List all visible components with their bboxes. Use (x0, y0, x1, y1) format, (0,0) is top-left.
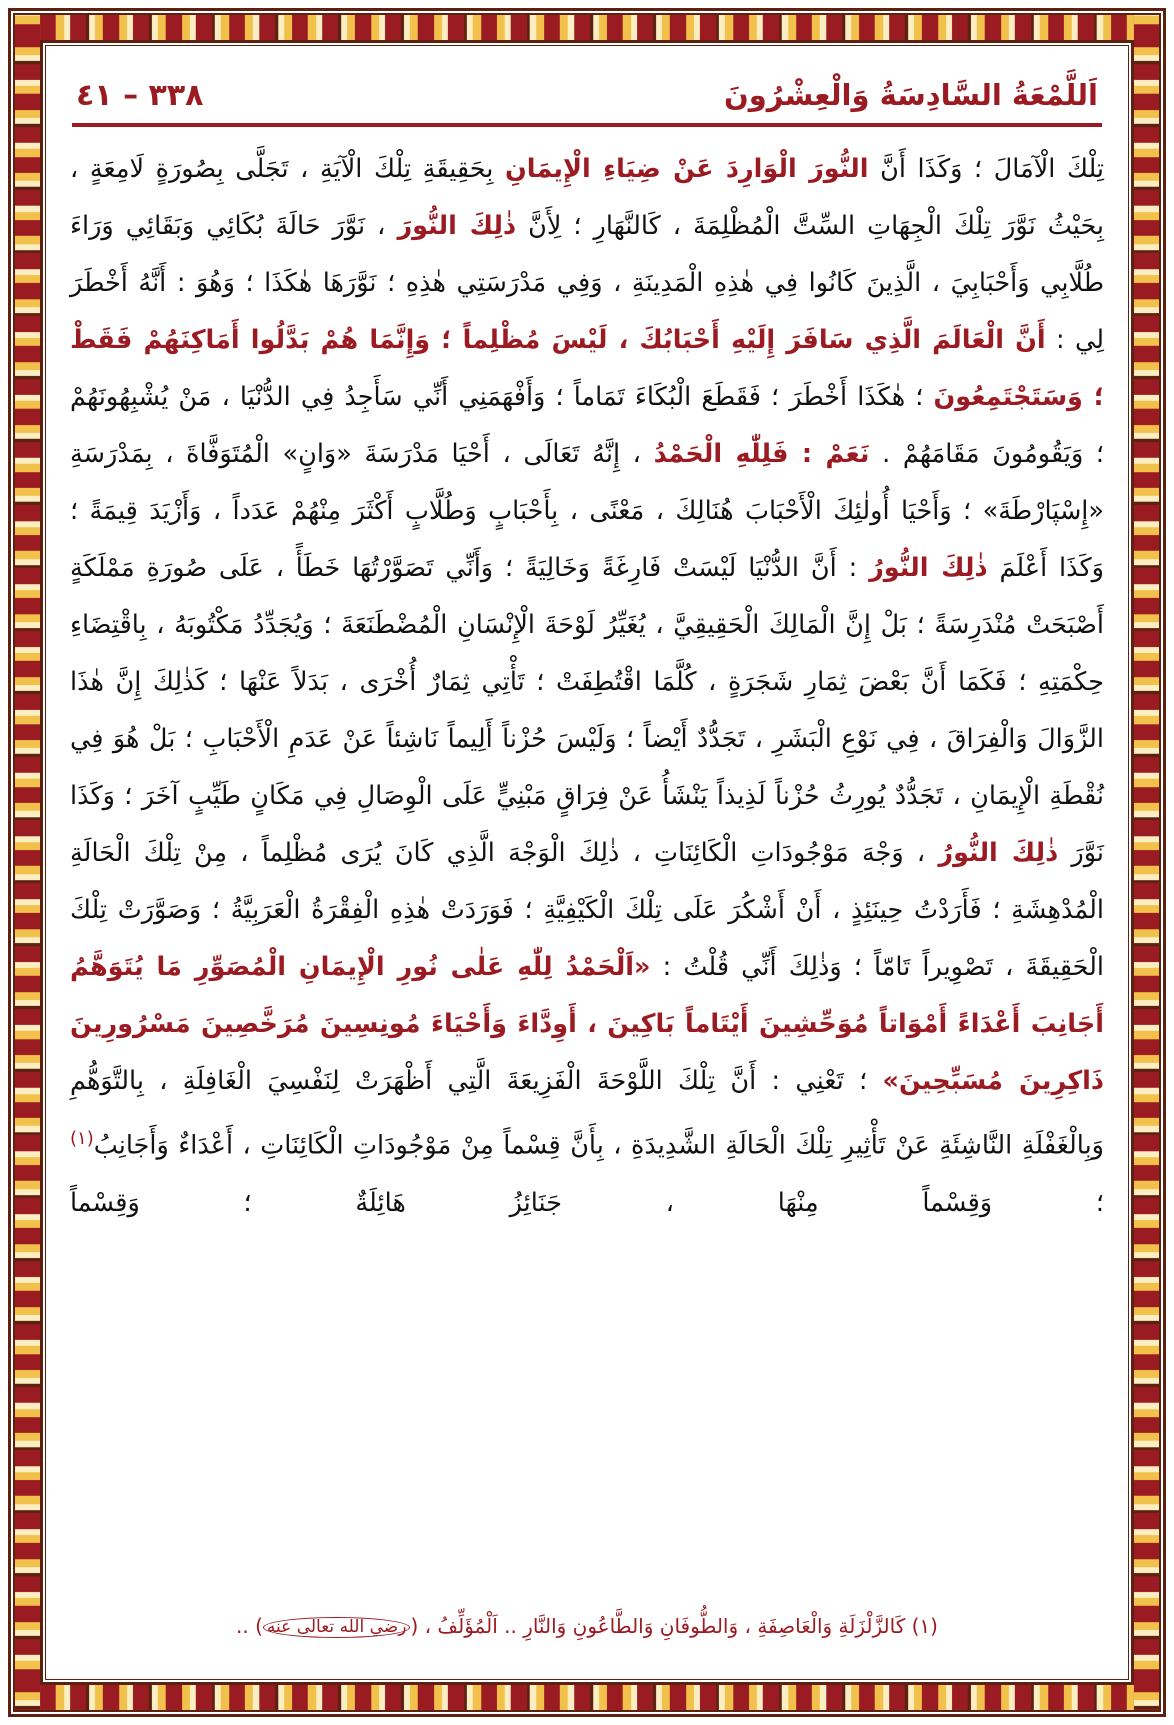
highlight-phrase-3: أَنَّ الْعَالَمَ الَّذِي سَافَرَ إِلَيْهِ أَحْبَابُكَ ، لَيْسَ مُظْلِماً ؛ وَإِنَّمَا هُمْ بَدَّلُوا أَمَاكِنَهُمْ فَقَطْ ؛ وَسَتَجْتَمِعُونَ (70, 325, 1104, 412)
page-header (64, 74, 1110, 113)
highlight-phrase-6: ذٰلِكَ النُّورُ (938, 838, 1059, 868)
body-text (64, 127, 1110, 1232)
text-run: ؛ هٰكَذَا أَخْطَرَ ؛ فَقَطَعَ الْبُكَاءَ تَمَاماً ؛ وَأَفْهَمَنِي أَنِّي سَأَجِدُ فِي الدُّنْيَا ، مَنْ يُشْبِهُونَهُمْ ؛ وَيَقُومُونَ مَقَامَهُمْ . (70, 382, 1105, 469)
text-run: ؛ وَقِسْماً مِنْهَا ، جَنَائِزُ هَائِلَةٌ ؛ وَقِسْماً (70, 1187, 1104, 1218)
text-run: ، نَوَّرَ حَالَةَ بُكَائِي وَبَقَائِي وَرَاءَ طُلَّابِي وَأَحْبَابِيَ ، الَّذِينَ كَانُوا فِي هٰذِهِ الْمَدِينَةِ ، وَفِي مَدْرَسَتِي هٰذِهِ ؛ نَوَّرَهَا هٰكَذَا ؛ وَهُوَ : أَنَّهُ أَخْطَرَ لِي : (70, 211, 1104, 355)
footnote-text-before: كَالزَّلْزَلَةِ وَالْعَاصِفَةِ ، وَالطُّوفَانِ وَالطَّاعُونِ وَالنَّارِ .. اَلْمُؤَلِّفُ ، ( (410, 1614, 906, 1638)
highlight-phrase-1: النُّورَ الْوَارِدَ عَنْ ضِيَاءِ الْإِيمَانِ (504, 154, 869, 184)
arabic-quotation: «اَلْحَمْدُ لِلّٰهِ عَلٰى نُورِ الْإِيمَانِ الْمُصَوِّرِ مَا يُتَوَهَّمُ أَجَانِبَ أَعْدَاءً أَمْوَاتاً مُوَحِّشِينَ أَيْتَاماً بَاكِينَ ، أَوِدَّاءَ وَأَحْيَاءَ مُونِسِينَ مُرَخَّصِينَ مَسْرُورِينَ ذَاكِرِينَ مُسَبِّحِينَ» (70, 952, 1104, 1096)
highlight-phrase-5: ذٰلِكَ النُّورُ (869, 553, 988, 583)
footnote-text-after: ) .. (236, 1614, 263, 1638)
text-run: ؛ تَعْنِي : أَنَّ تِلْكَ اللَّوْحَةَ الْفَزِيعَةَ الَّتِي أَظْهَرَتْ لِنَفْسِيَ الْغَافِلَةِ ، بِالتَّوَهُّمِ وَبِالْغَفْلَةِ النَّاشِئَةِ عَنْ تَأْثِيرِ تِلْكَ الْحَالَةِ الشَّدِيدَةِ ، بِأَنَّ قِسْماً مِنْ مَوْجُودَاتِ الْكَائِنَاتِ ، أَعْدَاءٌ وَأَجَانِبُ (70, 1066, 1104, 1161)
page-title: اَللَّمْعَةُ السَّادِسَةُ وَالْعِشْرُونَ (723, 78, 1098, 112)
page-number: ٣٣٨ – ٤١ (76, 78, 204, 113)
honorific-seal-icon: رضي الله تعالى عنه (263, 1617, 411, 1638)
page-content (56, 56, 1118, 1669)
paragraph-main (70, 141, 1104, 1232)
highlight-phrase-2: ذٰلِكَ النُّورَ (397, 211, 517, 241)
text-run: تِلْكَ الْآمَالَ ؛ وَكَذَا أَنَّ (868, 154, 1104, 184)
text-run: بِحَقِيقَةِ تِلْكَ الْآيَةِ ، تَجَلَّى بِصُورَةٍ لَامِعَةٍ ، بِحَيْثُ نَوَّرَ تِلْكَ الْجِهَاتِ السِّتَّ الْمُظْلِمَةَ ، كَالنَّهَارِ ؛ لِأَنَّ (70, 154, 1104, 241)
footnote-1 (64, 1609, 1110, 1643)
text-run: ، وَجْهَ مَوْجُودَاتِ الْكَائِنَاتِ ، ذٰلِكَ الْوَجْهَ الَّذِي كَانَ يُرَى مُظْلِماً ، مِنْ تِلْكَ الْحَالَةِ الْمُدْهِشَةِ ؛ فَأَرَدْتُ حِينَئِذٍ ، أَنْ أَشْكُرَ عَلَى تِلْكَ الْكَيْفِيَّةِ ؛ فَوَرَدَتْ هٰذِهِ الْفِقْرَةُ الْعَرَبِيَّةُ ؛ وَصَوَّرَتْ تِلْكَ الْحَقِيقَةَ ، تَصْوِيراً تَامّاً ؛ وَذٰلِكَ أَنِّي قُلْتُ : (70, 838, 1104, 982)
text-run: : أَنَّ الدُّنْيَا لَيْسَتْ فَارِغَةً وَخَالِيَةً ؛ وَأَنِّي تَصَوَّرْتُهَا خَطَأً ، عَلَى صُورَةِ مَمْلَكَةٍ أَصْبَحَتْ مُنْدَرِسَةً ؛ بَلْ إِنَّ الْمَالِكَ الْحَقِيقِيَّ ، يُغَيِّرُ لَوْحَةَ الْإِنْسَانِ الْمُضْطَنَعَةَ ؛ وَيُجَدِّدُ مَكْتُوبَهُ ، بِاقْتِضَاءِ حِكْمَتِهِ ؛ فَكَمَا أَنَّ بَعْضَ ثِمَارِ شَجَرَةٍ ، كُلَّمَا اقْتُطِفَتْ ؛ تَأْتِي ثِمَارٌ أُخْرَى ، بَدَلاً عَنْهَا ؛ كَذٰلِكَ إِنَّ هٰذَا الزَّوَالَ وَالْفِرَاقَ ، فِي نَوْعِ الْبَشَرِ ، تَجَدُّدٌ أَيْضاً ؛ وَلَيْسَ حُزْناً أَلِيماً نَاشِئاً عَنْ عَدَمِ الْأَحْبَابِ ؛ بَلْ هُوَ فِي نُقْطَةِ الْإِيمَانِ ، تَجَدُّدٌ يُورِثُ حُزْناً لَذِيذاً يَنْشَأُ عَنْ فِرَاقٍ مَبْنِيٍّ عَلَى الْوِصَالِ فِي مَكَانٍ طَيِّبٍ آخَرَ ؛ وَكَذَا نَوَّرَ (70, 553, 1104, 868)
highlight-phrase-4: نَعَمْ : فَلِلّٰهِ الْحَمْدُ (653, 439, 870, 469)
footnote-marker: (١) (911, 1614, 938, 1638)
footnote-reference-1[interactable]: (١) (70, 1128, 94, 1149)
footnote-area (64, 1609, 1110, 1643)
text-run: ، إِنَّهُ تَعَالَى ، أَحْيَا مَدْرَسَةَ «وَانٍ» الْمُتَوَفَّاةَ ، بِمَدْرَسَةِ «إِسْپَارْطَةَ» ؛ وَأَحْيَا أُولٰئِكَ الْأَحْبَابَ هُنَالِكَ ، مَعْنًى ، بِأَحْبَابٍ وَطُلَّابٍ أَكْثَرَ مِنْهُمْ عَدَداً ، وَأَزْيَدَ قِيمَةً ؛ وَكَذَا أَعْلَمَ (70, 439, 1104, 583)
